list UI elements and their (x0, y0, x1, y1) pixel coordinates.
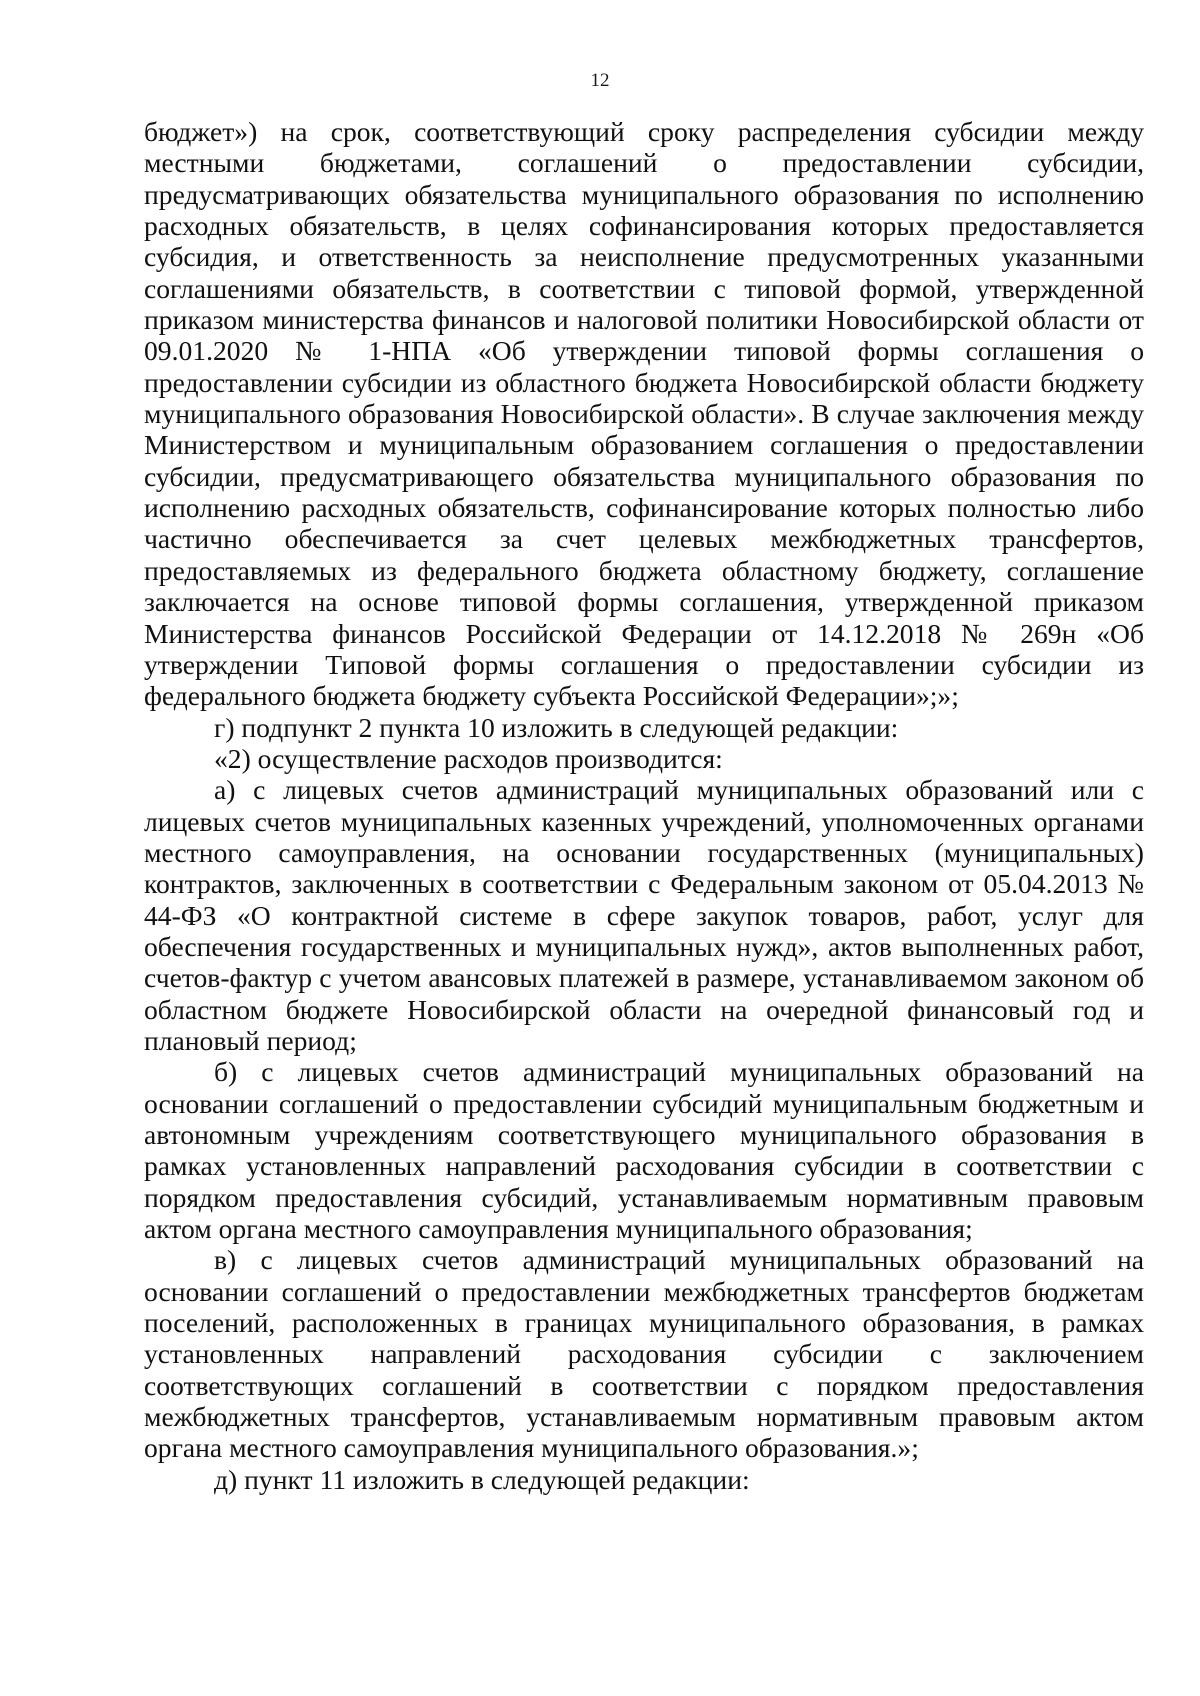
paragraph-subitem-a: а) с лицевых счетов администраций муниципальных образований или с лицевых счетов муниципальных казенных учреждений, уполномоченных органами местного самоуправления, на основании государственных (муниципальных) контрактов, заключенных в соответствии с Федеральным законом от 05.04.2013 № 44-ФЗ «О контрактной системе в сфере закупок товаров, работ, услуг для обеспечения государственных и муниципальных нужд», актов выполненных работ, счетов-фактур с учетом авансовых платежей в размере, устанавливаемом законом об областном бюджете Новосибирской области на очередной финансовый год и плановый период; (144, 774, 1144, 1056)
paragraph-subitem-2: «2) осуществление расходов производится: (214, 742, 723, 774)
paragraph-subitem-b: б) с лицевых счетов администраций муниципальных образований на основании соглашений о предоставлении субсидий муниципальным бюджетным и автономным учреждениям соответствующего муниципального образования в рамках установленных направлений расходования субсидии в соответствии с порядком предоставления субсидий, устанавливаемым нормативным правовым актом органа местного самоуправления муниципального образования; (144, 1056, 1144, 1245)
paragraph-item-g: г) подпункт 2 пункта 10 изложить в следующей редакции: (214, 711, 899, 743)
page-number: 12 (590, 70, 610, 91)
paragraph-subitem-v: в) с лицевых счетов администраций муниципальных образований на основании соглашений о предоставлении межбюджетных трансфертов бюджетам поселений, расположенных в границах муниципального образования, в рамках установленных направлений расходования субсидии с заключением соответствующих соглашений в соответствии с порядком предоставления межбюджетных трансфертов, устанавливаемым нормативным правовым актом органа местного самоуправления муниципального образования.»; (144, 1244, 1144, 1464)
paragraph-item-d: д) пункт 11 изложить в следующей редакции: (214, 1463, 750, 1495)
document-body (144, 116, 1144, 1495)
paragraph-continuation: бюджет») на срок, соответствующий сроку распределения субсидии между местными бюджетами, соглашений о предоставлении субсидии, предусматривающих обязательства муниципального образования по исполнению расходных обязательств, в целях софинансирования которых предоставляется субсидия, и ответственность за неисполнение предусмотренных указанными соглашениями обязательств, в соответствии с типовой формой, утвержденной приказом министерства финансов и налоговой политики Новосибирской области от 09.01.2020 № 1-НПА «Об утверждении типовой формы соглашения о предоставлении субсидии из областного бюджета Новосибирской области бюджету муниципального образования Новосибирской области». В случае заключения между Министерством и муниципальным образованием соглашения о предоставлении субсидии, предусматривающего обязательства муниципального образования по исполнению расходных обязательств, софинансирование которых полностью либо частично обеспечивается за счет целевых межбюджетных трансфертов, предоставляемых из федерального бюджета областному бюджету, соглашение заключается на основе типовой формы соглашения, утвержденной приказом Министерства финансов Российской Федерации от 14.12.2018 № 269н «Об утверждении Типовой формы соглашения о предоставлении субсидии из федерального бюджета бюджету субъекта Российской Федерации»;»; (144, 116, 1144, 712)
